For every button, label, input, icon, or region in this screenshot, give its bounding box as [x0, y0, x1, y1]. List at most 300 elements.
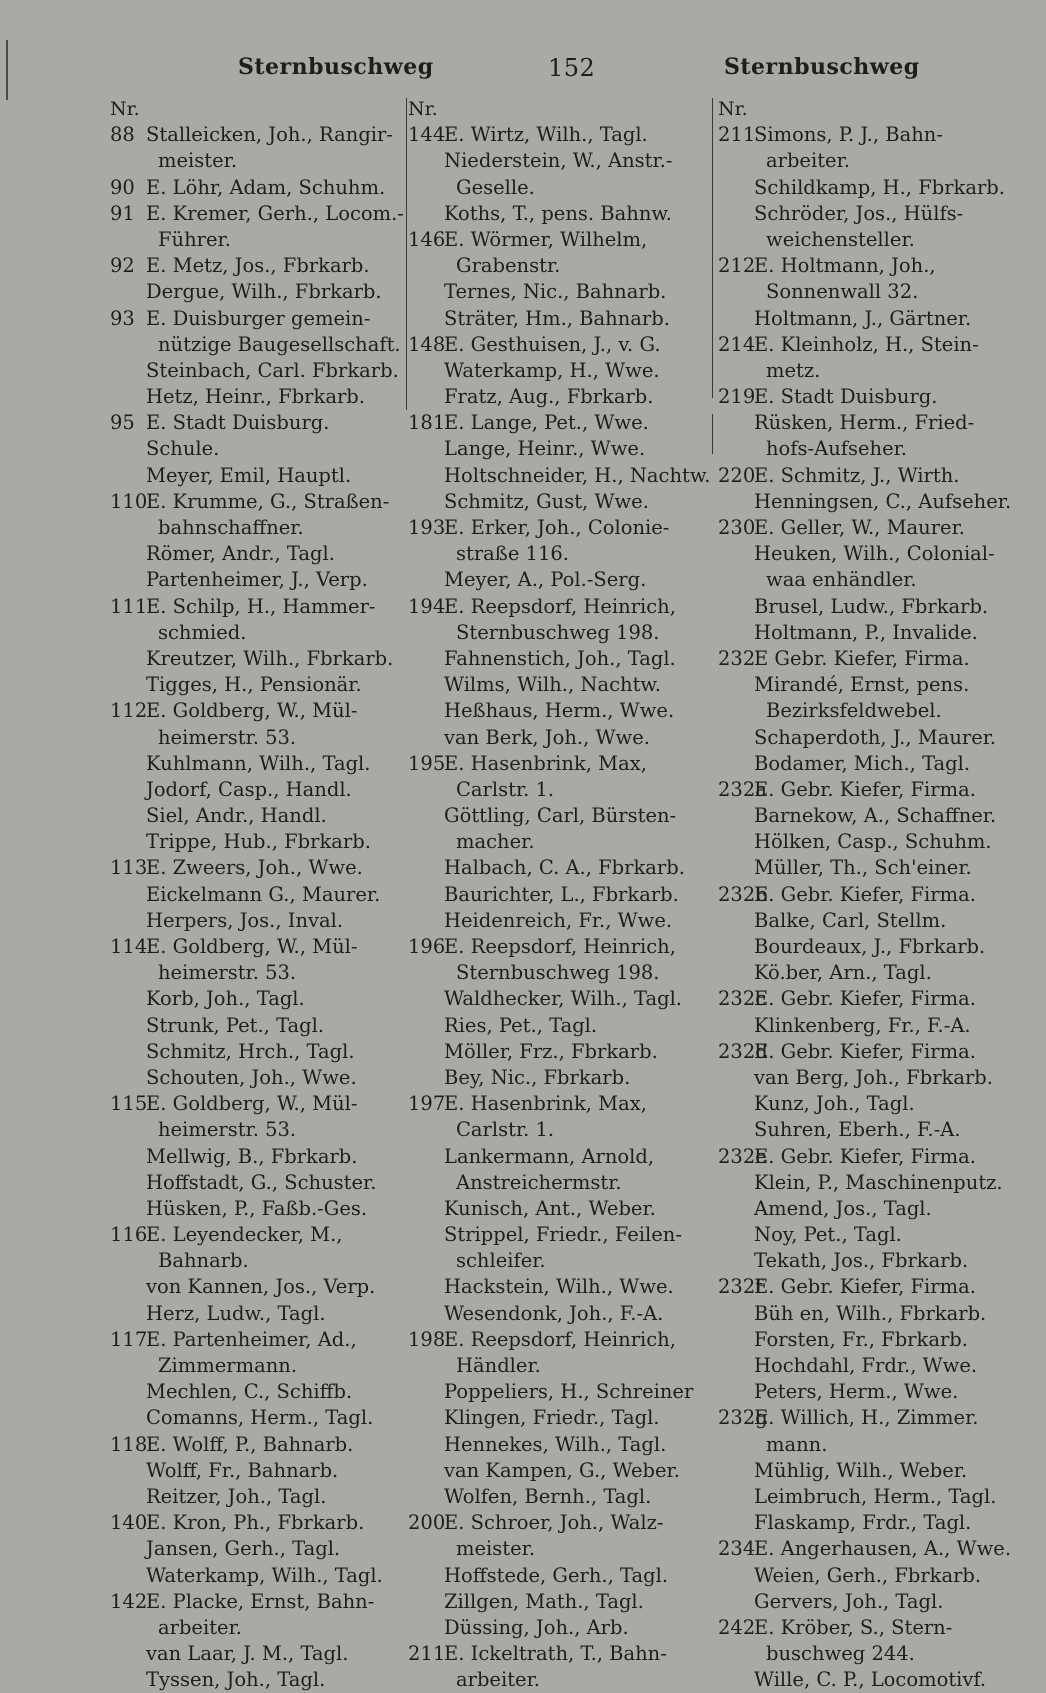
- directory-entry-line: [110, 1091, 400, 1117]
- entry-text: E. Hasenbrink, Max,: [444, 1092, 647, 1116]
- directory-entry-line: [718, 908, 1018, 934]
- entry-text: Wille, C. P., Locomotivf.: [754, 1668, 987, 1692]
- directory-entry-line: [408, 1458, 706, 1484]
- directory-entry-line: [408, 175, 706, 201]
- entry-text: Ries, Pet., Tagl.: [444, 1013, 598, 1037]
- entry-text: Waterkamp, Wilh., Tagl.: [146, 1563, 383, 1587]
- house-number: 193: [408, 516, 446, 539]
- directory-entry-line: [110, 1248, 400, 1274]
- directory-entry-line: [110, 332, 400, 358]
- entry-text: E. Gesthuisen, J., v. G.: [444, 332, 661, 356]
- entry-text: heimerstr. 53.: [158, 961, 297, 985]
- directory-entry-line: [110, 541, 400, 567]
- house-number: 200: [408, 1511, 446, 1535]
- directory-entry-line: [408, 594, 706, 620]
- directory-entry-line: [110, 1039, 400, 1065]
- entry-text: Bezirksfeldwebel.: [766, 699, 942, 723]
- house-number: 211: [408, 1642, 446, 1666]
- entry-text: heimerstr. 53.: [158, 725, 297, 749]
- entry-text: E. Wolff, P., Bahnarb.: [146, 1432, 354, 1456]
- directory-entry-line: [110, 436, 400, 462]
- directory-entry-line: [110, 1222, 400, 1248]
- entry-text: Fratz, Aug., Fbrkarb.: [444, 385, 654, 409]
- house-number: 242: [718, 1615, 756, 1639]
- entry-text: Sternbuschweg 198.: [456, 961, 660, 985]
- directory-entry-line: [408, 1274, 706, 1300]
- house-number: 110: [110, 489, 148, 513]
- directory-entry-line: [408, 855, 706, 881]
- entry-text: van Berk, Joh., Wwe.: [444, 725, 650, 749]
- directory-entry-line: [110, 1641, 400, 1667]
- entry-text: von Kannen, Jos., Verp.: [146, 1275, 376, 1299]
- entry-text: Anstreichermstr.: [456, 1170, 622, 1194]
- directory-entry-line: [110, 1615, 400, 1641]
- directory-entry-line: [110, 1327, 400, 1353]
- directory-entry-line: [408, 672, 706, 698]
- entry-text: Comanns, Herm., Tagl.: [146, 1406, 374, 1430]
- directory-entry-line: [110, 1065, 400, 1091]
- entry-text: Führer.: [158, 227, 231, 251]
- entry-text: E. Leyendecker, M.,: [146, 1223, 343, 1247]
- entry-text: E. Gebr. Kiefer, Firma.: [754, 777, 976, 801]
- entry-text: Waterkamp, H., Wwe.: [444, 358, 660, 382]
- house-number: 148: [408, 332, 446, 356]
- entry-text: Poppeliers, H., Schreiner: [444, 1380, 694, 1404]
- house-number: 144: [408, 123, 446, 147]
- directory-entry-line: [718, 1353, 1018, 1379]
- entry-text: Zillgen, Math., Tagl.: [444, 1589, 644, 1613]
- entry-text: Peters, Herm., Wwe.: [754, 1380, 959, 1404]
- entry-text: Müller, Th., Sch'einer.: [754, 856, 972, 880]
- entry-text: Tigges, H., Pensionär.: [146, 673, 362, 697]
- directory-entry-line: [408, 1510, 706, 1536]
- directory-entry-line: [718, 1615, 1018, 1641]
- running-header-left: Sternbuschweg: [238, 54, 434, 80]
- entry-text: Schaperdoth, J., Maurer.: [754, 725, 997, 749]
- entry-text: Dergue, Wilh., Fbrkarb.: [146, 280, 382, 304]
- directory-entry-line: [408, 489, 706, 515]
- directory-entry-line: [408, 1615, 706, 1641]
- entry-text: Gervers, Joh., Tagl.: [754, 1589, 944, 1613]
- entry-text: Klinkenberg, Fr., F.-A.: [754, 1013, 971, 1037]
- entry-text: Zimmermann.: [158, 1354, 298, 1377]
- entry-text: E. Stadt Duisburg.: [754, 385, 938, 409]
- entry-text: Bahnarb.: [158, 1249, 249, 1273]
- directory-entry-line: [408, 1484, 706, 1510]
- entry-text: Waldhecker, Wilh., Tagl.: [444, 987, 683, 1011]
- directory-entry-line: [408, 436, 706, 462]
- directory-entry-line: [408, 279, 706, 305]
- column-2: [408, 96, 711, 1693]
- directory-entry-line: [408, 1667, 706, 1693]
- entry-text: E. Gebr. Kiefer, Firma.: [754, 882, 976, 906]
- entry-text: E. Stadt Duisburg.: [146, 411, 330, 435]
- directory-entry-line: [110, 882, 400, 908]
- directory-entry-line: [408, 541, 706, 567]
- directory-entry-line: [408, 1170, 706, 1196]
- entry-text: Klingen, Friedr., Tagl.: [444, 1406, 660, 1430]
- entry-text: Balke, Carl, Stellm.: [754, 908, 947, 932]
- entry-text: Heuken, Wilh., Colonial-: [754, 542, 995, 566]
- house-number: 181: [408, 411, 446, 435]
- column-divider-2: [712, 98, 713, 398]
- entry-text: Steinbach, Carl. Fbrkarb.: [146, 358, 399, 382]
- directory-entry-line: [408, 148, 706, 174]
- directory-entry-line: [110, 1301, 400, 1327]
- entry-text: meister.: [456, 1537, 536, 1561]
- entry-text: nützige Baugesellschaft.: [158, 332, 401, 356]
- directory-entry-line: [110, 725, 400, 751]
- house-number: 194: [408, 594, 446, 618]
- directory-entry-line: [408, 1301, 706, 1327]
- directory-entry-line: [408, 725, 706, 751]
- entry-text: Kuhlmann, Wilh., Tagl.: [146, 751, 371, 775]
- directory-entry-line: [718, 620, 1018, 646]
- entry-text: E. Kleinholz, H., Stein-: [754, 332, 979, 356]
- directory-entry-line: [718, 489, 1018, 515]
- entry-text: Büh en, Wilh., Fbrkarb.: [754, 1301, 987, 1325]
- directory-entry-line: [718, 1222, 1018, 1248]
- directory-entry-line: [110, 1013, 400, 1039]
- entry-text: Stalleicken, Joh., Rangir-: [146, 123, 393, 147]
- directory-entry-line: [408, 122, 706, 148]
- directory-entry-line: [110, 751, 400, 777]
- directory-entry-line: [408, 1091, 706, 1117]
- entry-text: Fahnenstich, Joh., Tagl.: [444, 646, 676, 670]
- directory-entry-line: [718, 1170, 1018, 1196]
- entry-text: Herpers, Jos., Inval.: [146, 908, 344, 932]
- house-number: 92: [110, 254, 135, 278]
- directory-entry-line: [408, 777, 706, 803]
- directory-entry-line: [718, 175, 1018, 201]
- directory-entry-line: [718, 698, 1018, 724]
- entry-text: Schröder, Jos., Hülfs-: [754, 201, 964, 225]
- entry-text: E. Lange, Pet., Wwe.: [444, 411, 649, 435]
- directory-entry-line: [110, 410, 400, 436]
- directory-entry-line: [110, 122, 400, 148]
- directory-entry-line: [408, 384, 706, 410]
- entry-text: Lankermann, Arnold,: [444, 1144, 655, 1168]
- directory-entry-line: [110, 672, 400, 698]
- house-number: 91: [110, 201, 135, 225]
- house-number: 232f: [718, 1275, 763, 1299]
- directory-entry-line: [718, 1274, 1018, 1300]
- directory-entry-line: [110, 1589, 400, 1615]
- house-number: 232a: [718, 777, 767, 801]
- directory-entry-line: [408, 1196, 706, 1222]
- directory-entry-line: [408, 1117, 706, 1143]
- entry-text: hofs-Aufseher.: [766, 437, 907, 461]
- entry-text: Wesendonk, Joh., F.-A.: [444, 1301, 664, 1325]
- entry-text: Baurichter, L., Fbrkarb.: [444, 882, 679, 906]
- directory-entry-line: [718, 1589, 1018, 1615]
- entry-text: Reitzer, Joh., Tagl.: [146, 1484, 327, 1508]
- directory-entry-line: [718, 1458, 1018, 1484]
- entry-text: E. Reepsdorf, Heinrich,: [444, 935, 676, 958]
- house-number: 93: [110, 306, 135, 330]
- directory-entry-line: [718, 122, 1018, 148]
- entry-text: Weien, Gerh., Fbrkarb.: [754, 1563, 982, 1587]
- directory-entry-line: [718, 1379, 1018, 1405]
- directory-entry-line: [408, 1379, 706, 1405]
- entry-text: Wolff, Fr., Bahnarb.: [146, 1458, 339, 1482]
- entry-text: arbeiter.: [158, 1615, 242, 1639]
- directory-entry-line: [408, 986, 706, 1012]
- directory-entry-line: [408, 253, 706, 279]
- directory-entry-line: [718, 829, 1018, 855]
- entry-text: E. Ickeltrath, T., Bahn-: [444, 1642, 667, 1666]
- directory-entry-line: [718, 646, 1018, 672]
- entry-text: E. Kron, Ph., Fbrkarb.: [146, 1511, 365, 1535]
- entry-text: Bodamer, Mich., Tagl.: [754, 751, 971, 775]
- entry-text: E. Kröber, S., Stern-: [754, 1615, 953, 1639]
- directory-entry-line: [110, 1563, 400, 1589]
- directory-entry-line: [408, 1563, 706, 1589]
- running-header-right: Sternbuschweg: [724, 54, 920, 80]
- house-number: 116: [110, 1223, 148, 1247]
- directory-entry-line: [718, 1432, 1018, 1458]
- entry-text: Bey, Nic., Fbrkarb.: [444, 1065, 631, 1089]
- house-number: 196: [408, 935, 446, 958]
- directory-entry-line: [718, 934, 1018, 960]
- entry-text: Eickelmann G., Maurer.: [146, 882, 381, 906]
- entry-text: Forsten, Fr., Fbrkarb.: [754, 1327, 968, 1351]
- entry-text: E. Erker, Joh., Colonie-: [444, 516, 670, 539]
- entry-text: Partenheimer, J., Verp.: [146, 568, 368, 592]
- directory-entry-line: [408, 1065, 706, 1091]
- directory-entry-line: [718, 803, 1018, 829]
- directory-entry-line: [718, 1667, 1018, 1693]
- entry-text: Geselle.: [456, 175, 535, 199]
- directory-entry-line: [110, 515, 400, 541]
- directory-entry-line: [408, 1327, 706, 1353]
- entry-text: Hoffstadt, G., Schuster.: [146, 1170, 377, 1194]
- directory-entry-line: [718, 1013, 1018, 1039]
- house-number: 232: [718, 646, 756, 670]
- directory-entry-line: [408, 410, 706, 436]
- directory-entry-line: [110, 227, 400, 253]
- directory-entry-line: [718, 306, 1018, 332]
- entry-text: Möller, Frz., Fbrkarb.: [444, 1039, 658, 1063]
- directory-entry-line: [110, 253, 400, 279]
- directory-entry-line: [110, 201, 404, 227]
- entry-text: E. Gebr. Kiefer, Firma.: [754, 1039, 976, 1063]
- entry-text: Schildkamp, H., Fbrkarb.: [754, 175, 1005, 199]
- directory-entry-line: [408, 646, 706, 672]
- house-number: 95: [110, 411, 135, 435]
- directory-entry-line: [110, 1353, 400, 1379]
- directory-entry-line: [110, 1510, 400, 1536]
- directory-entry-line: [110, 1196, 400, 1222]
- entry-text: E. Partenheimer, Ad.,: [146, 1327, 357, 1351]
- column-divider-2-lower: [712, 414, 713, 454]
- directory-entry-line: [408, 882, 706, 908]
- directory-entry-line: [408, 227, 706, 253]
- directory-entry-line: [718, 725, 1018, 751]
- directory-entry-line: [110, 1458, 400, 1484]
- house-number: 230: [718, 516, 756, 539]
- entry-text: E. Duisburger gemein-: [146, 306, 371, 330]
- directory-entry-line: [718, 1065, 1018, 1091]
- house-number: 219: [718, 385, 756, 409]
- directory-entry-line: [408, 463, 711, 489]
- directory-entry-line: [110, 306, 400, 332]
- page-edge-mark: [6, 40, 8, 100]
- directory-entry-line: [110, 986, 400, 1012]
- entry-text: Klein, P., Maschinenputz.: [754, 1170, 1003, 1194]
- house-number: 232b: [718, 882, 768, 906]
- entry-text: van Laar, J. M., Tagl.: [146, 1642, 349, 1666]
- directory-entry-line: [718, 1484, 1018, 1510]
- directory-entry-line: [408, 1144, 706, 1170]
- entry-text: Strippel, Friedr., Feilen-: [444, 1223, 682, 1247]
- house-number: 195: [408, 751, 446, 775]
- directory-entry-line: [110, 148, 400, 174]
- directory-entry-line: [408, 803, 706, 829]
- entry-text: E. Löhr, Adam, Schuhm.: [146, 175, 386, 199]
- entry-text: straße 116.: [456, 542, 569, 566]
- entry-text: metz.: [766, 358, 821, 382]
- entry-text: Mellwig, B., Fbrkarb.: [146, 1144, 358, 1168]
- directory-entry-line: [408, 567, 706, 593]
- directory-entry-line: [110, 1536, 400, 1562]
- directory-entry-line: [718, 777, 1018, 803]
- entry-text: Hackstein, Wilh., Wwe.: [444, 1275, 674, 1299]
- house-number: 146: [408, 227, 446, 251]
- directory-entry-line: [718, 201, 1018, 227]
- directory-entry-line: [718, 1641, 1018, 1667]
- entry-text: Schule.: [146, 437, 220, 461]
- directory-entry-line: [110, 698, 400, 724]
- entry-text: Sträter, Hm., Bahnarb.: [444, 306, 670, 330]
- entry-text: weichensteller.: [766, 227, 915, 251]
- entry-text: Brusel, Ludw., Fbrkarb.: [754, 594, 989, 618]
- house-number: 111: [110, 594, 148, 618]
- entry-text: Hölken, Casp., Schuhm.: [754, 830, 992, 854]
- entry-text: Bourdeaux, J., Fbrkarb.: [754, 935, 986, 958]
- directory-entry-line: [408, 1641, 706, 1667]
- directory-entry-line: [110, 1484, 400, 1510]
- entry-text: Meyer, A., Pol.-Serg.: [444, 568, 647, 592]
- directory-entry-line: [408, 306, 706, 332]
- entry-text: Leimbruch, Herm., Tagl.: [754, 1484, 997, 1508]
- directory-entry-line: [718, 1091, 1018, 1117]
- entry-text: Herz, Ludw., Tagl.: [146, 1301, 326, 1325]
- entry-text: E. Schilp, H., Hammer-: [146, 594, 376, 618]
- directory-entry-line: [110, 1117, 400, 1143]
- directory-entry-line: [718, 1117, 1018, 1143]
- entry-text: Römer, Andr., Tagl.: [146, 542, 335, 566]
- entry-text: E. Kremer, Gerh., Locom.-: [146, 201, 404, 225]
- house-number: 198: [408, 1327, 446, 1351]
- directory-entry-line: [110, 463, 400, 489]
- directory-entry-line: [718, 253, 1018, 279]
- entry-text: Flaskamp, Frdr., Tagl.: [754, 1511, 972, 1535]
- entry-text: Ternes, Nic., Bahnarb.: [444, 280, 667, 304]
- entry-text: E. Wörmer, Wilhelm,: [444, 227, 648, 251]
- entry-text: E. Geller, W., Maurer.: [754, 516, 965, 539]
- directory-entry-line: [718, 541, 1018, 567]
- entry-text: E. Metz, Jos., Fbrkarb.: [146, 254, 370, 278]
- entry-text: Göttling, Carl, Bürsten-: [444, 804, 677, 828]
- directory-entry-line: [718, 960, 1018, 986]
- entry-text: Sternbuschweg 198.: [456, 620, 660, 644]
- entry-text: Henningsen, C., Aufseher.: [754, 489, 1012, 513]
- directory-entry-line: [408, 1432, 706, 1458]
- entry-text: Hetz, Heinr., Fbrkarb.: [146, 385, 365, 409]
- directory-entry-line: [408, 751, 706, 777]
- directory-entry-line: [110, 960, 400, 986]
- entry-text: Trippe, Hub., Fbrkarb.: [146, 830, 371, 854]
- house-number: 112: [110, 699, 148, 723]
- directory-entry-line: [408, 934, 706, 960]
- directory-entry-line: [718, 148, 1018, 174]
- entry-text: Heßhaus, Herm., Wwe.: [444, 699, 675, 723]
- house-number: 90: [110, 175, 135, 199]
- house-number: 220: [718, 463, 756, 487]
- directory-entry-line: [408, 1248, 706, 1274]
- directory-entry-line: [408, 908, 706, 934]
- directory-entry-line: [718, 227, 1018, 253]
- directory-entry-line: [718, 672, 1018, 698]
- house-number: 140: [110, 1511, 148, 1535]
- entry-text: Wilms, Wilh., Nachtw.: [444, 673, 661, 697]
- house-number: 232e: [718, 1144, 767, 1168]
- directory-entry-line: [718, 567, 1018, 593]
- entry-text: waa enhändler.: [766, 568, 917, 592]
- directory-entry-line: [408, 1536, 706, 1562]
- directory-entry-line: [408, 1222, 706, 1248]
- entry-text: E. Angerhausen, A., Wwe.: [754, 1537, 1012, 1561]
- entry-text: Hüsken, P., Faßb.-Ges.: [146, 1196, 368, 1220]
- directory-entry-line: [408, 960, 706, 986]
- column-3: [718, 96, 1018, 1693]
- directory-entry-line: [718, 1536, 1018, 1562]
- directory-entry-line: [718, 882, 1018, 908]
- entry-text: E. Holtmann, Joh.,: [754, 254, 936, 278]
- entry-text: Holtmann, P., Invalide.: [754, 620, 978, 644]
- directory-entry-line: [718, 1510, 1018, 1536]
- entry-text: Noy, Pet., Tagl.: [754, 1223, 902, 1247]
- entry-text: Mechlen, C., Schiffb.: [146, 1380, 353, 1404]
- entry-text: E. Hasenbrink, Max,: [444, 751, 647, 775]
- entry-text: Schmitz, Gust, Wwe.: [444, 489, 649, 513]
- directory-entry-line: [110, 934, 400, 960]
- entry-text: E. Reepsdorf, Heinrich,: [444, 1327, 676, 1351]
- entry-text: Suhren, Eberh., F.-A.: [754, 1118, 961, 1142]
- directory-entry-line: [408, 1589, 706, 1615]
- directory-entry-line: [110, 1274, 400, 1300]
- directory-entry-line: [110, 1144, 400, 1170]
- house-number: 142: [110, 1589, 148, 1613]
- directory-entry-line: [110, 175, 400, 201]
- directory-entry-line: [718, 410, 1018, 436]
- entry-text: Kreutzer, Wilh., Fbrkarb.: [146, 646, 394, 670]
- directory-entry-line: [110, 1170, 400, 1196]
- entry-text: E. Zweers, Joh., Wwe.: [146, 856, 363, 880]
- entry-text: Tekath, Jos., Fbrkarb.: [754, 1249, 969, 1273]
- entry-text: Heidenreich, Fr., Wwe.: [444, 908, 673, 932]
- entry-text: Niederstein, W., Anstr.-: [444, 149, 673, 173]
- entry-text: E. Reepsdorf, Heinrich,: [444, 594, 676, 618]
- entry-text: Strunk, Pet., Tagl.: [146, 1013, 325, 1037]
- entry-text: Mirandé, Ernst, pens.: [754, 673, 970, 697]
- directory-entry-line: [110, 489, 400, 515]
- directory-entry-line: [718, 279, 1018, 305]
- directory-entry-line: [408, 620, 706, 646]
- directory-entry-line: [110, 1432, 400, 1458]
- directory-entry-line: [718, 751, 1018, 777]
